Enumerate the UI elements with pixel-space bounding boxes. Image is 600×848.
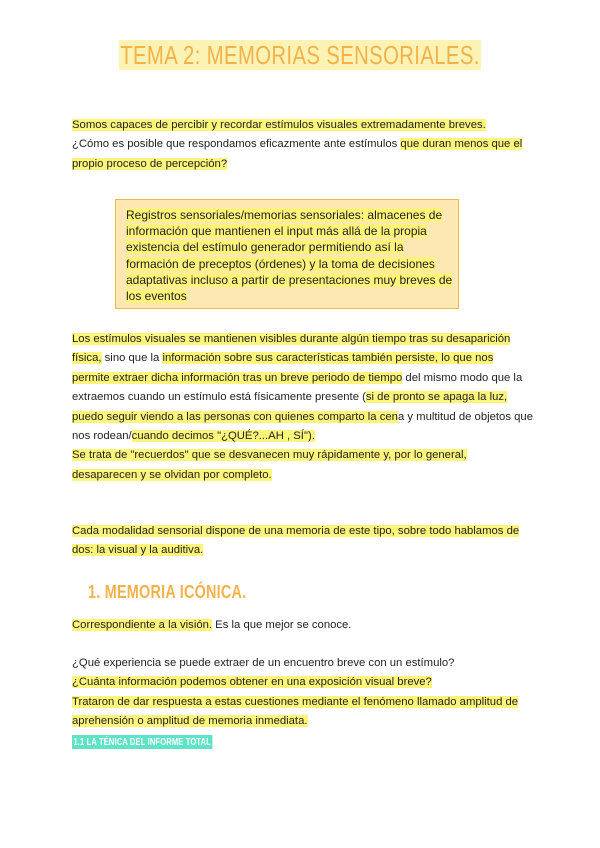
- intro-p1-text: Somos capaces de percibir y recordar estímulos visuales extremadamente breves.: [72, 119, 486, 131]
- para2-s5: del mismo modo que la extraemos cuando un estímulo está físicamente presente (: [72, 371, 523, 404]
- para4-text: Cada modalidad sensorial dispone de una memoria de este tipo, sobre todo hablamos de dos: la visual y la auditiva.: [72, 525, 520, 557]
- section1-q1: ¿Qué experiencia se puede extraer de un encuentro breve con un estímulo?: [72, 657, 455, 669]
- section1-subheading: 1.1 LA TÉNICA DEL INFORME TOTAL: [73, 736, 211, 748]
- page-title: [66, 40, 534, 71]
- section1-questions: [72, 654, 534, 732]
- intro-p1: [72, 116, 534, 135]
- intro-p2-highlight: que duran menos que el propio proceso de percepción?: [72, 138, 523, 170]
- section1-q3: [72, 693, 534, 732]
- section1-line1: [72, 616, 534, 635]
- intro-block: [72, 116, 534, 174]
- section1-line1-plain: Es la que mejor se conoce.: [212, 619, 352, 631]
- section1-q2-text: ¿Cuánta información podemos obtener en una exposición visual breve?: [72, 676, 432, 689]
- definition-text: Registros sensoriales/memorias sensoriales: almacenes de información que mantienen el input más allá de la propia existencia del estímulo generador permitiendo así la formación de preceptos (órdenes) y la toma de decisiones adaptativas incluso a partir de presentaciones muy breves de los eventos: [126, 208, 453, 304]
- section1-q3-text: Trataron de dar respuesta a estas cuestiones mediante el fenómeno llamado amplitud de aprehensión o amplitud de memoria inmediata.: [72, 695, 519, 728]
- para2-s1: Los estímulos visuales se mantienen visibles durante algún tiempo tras su desaparición física,: [72, 333, 511, 365]
- para2-s4: lo que nos permite extraer dicha información tras un breve periodo de tiempo: [72, 352, 494, 384]
- para4-block: [72, 522, 534, 561]
- page-title-text: TEMA 2: MEMORIAS SENSORIALES.: [120, 40, 480, 70]
- para2: [72, 330, 534, 446]
- section1-line1-highlight: Correspondiente a la visión.: [72, 619, 213, 631]
- section1-q2: [72, 673, 534, 692]
- para3-text: Se trata de "recuerdos" que se desvanecen muy rápidamente y, por lo general, desaparecen y se olvidan por completo.: [72, 449, 467, 481]
- para2-s2: sino que la: [101, 352, 163, 365]
- para2-s6: si de pronto se apaga la luz, puedo seguir viendo a las personas con quienes comparto la cen: [72, 391, 508, 423]
- para2-s8: cuando decimos "¿QUÉ?...AH , SÍ").: [131, 430, 315, 443]
- intro-p2: [72, 135, 534, 174]
- para2-s3: información sobre sus características también persiste,: [162, 352, 439, 365]
- para2-block: [72, 330, 534, 485]
- para3: [72, 446, 534, 485]
- para4: [72, 522, 534, 561]
- definition-box: [115, 199, 459, 309]
- para2-s7: a y multitud de objetos que nos rodean/: [72, 410, 533, 443]
- section1-heading: 1. MEMORIA ICÓNICA.: [88, 582, 247, 602]
- intro-p2-plain: ¿Cómo es posible que respondamos eficazmente ante estímulos: [72, 138, 401, 151]
